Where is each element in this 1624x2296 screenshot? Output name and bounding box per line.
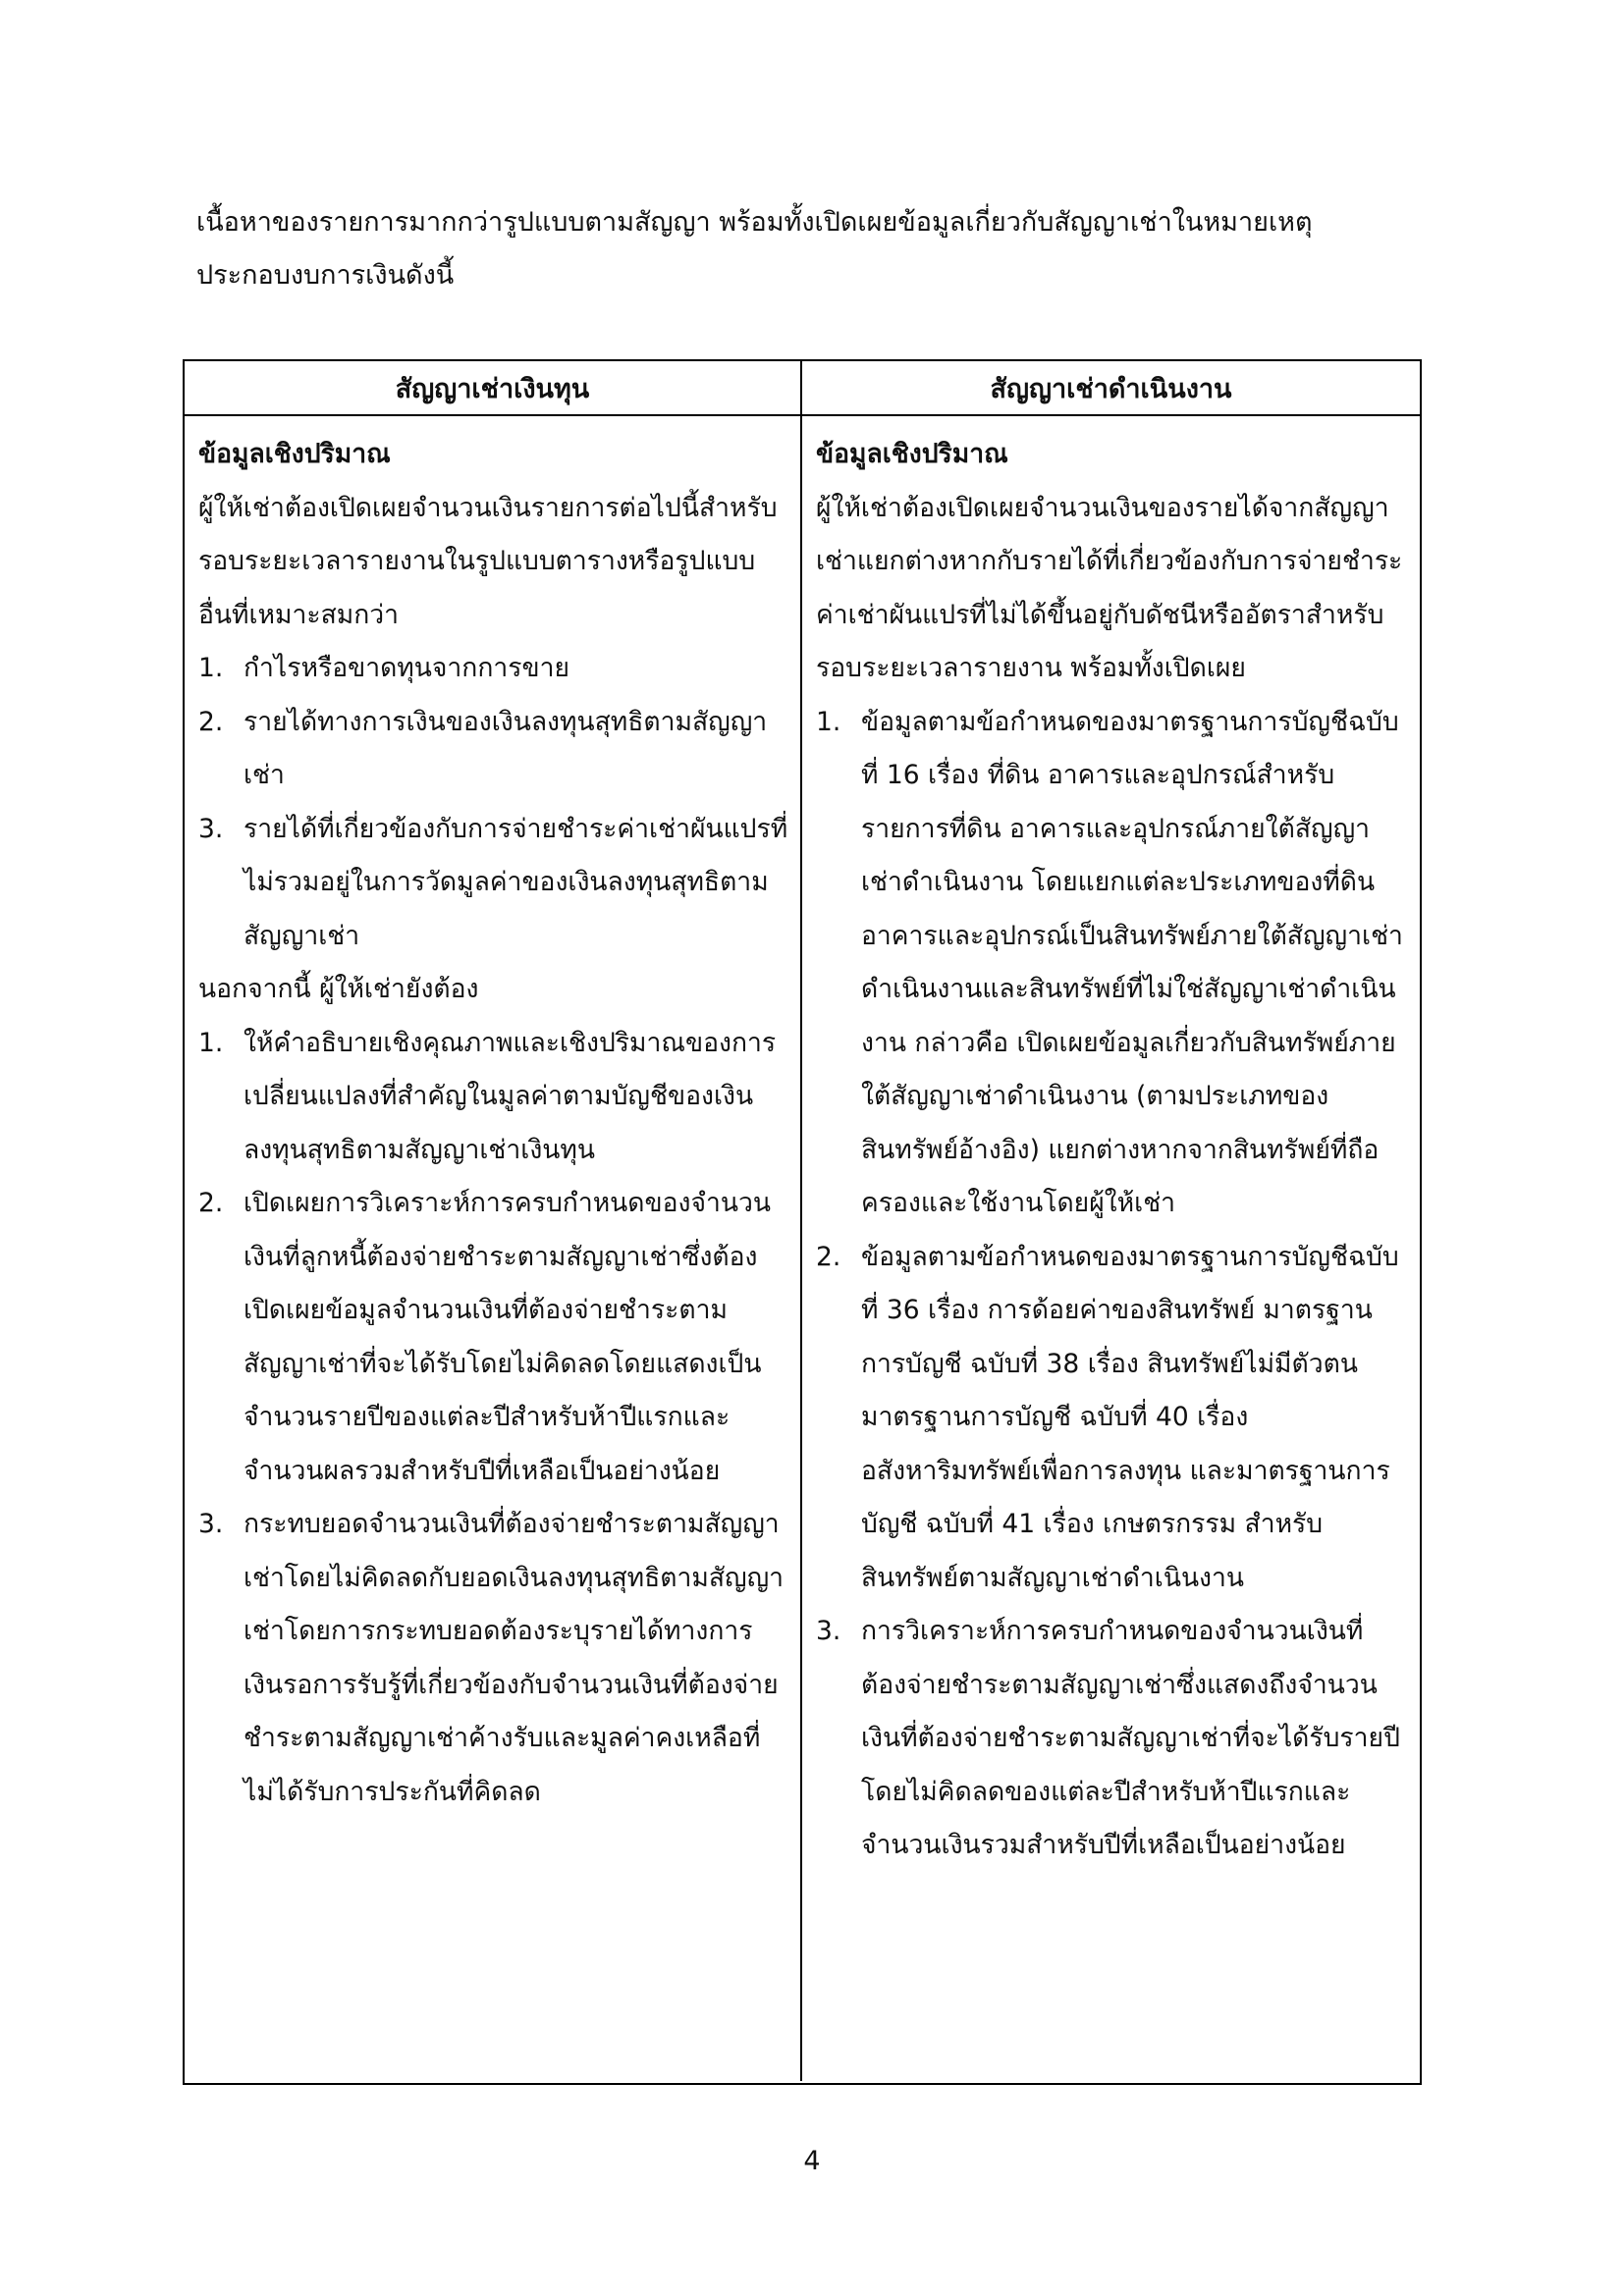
list-item-number: 2. (198, 1188, 224, 1218)
list-item (816, 1605, 1408, 1873)
list-item-text: กระทบยอดจำนวนเงินที่ต้องจ่ายชำระตามสัญญาเช่าโดยไม่คิดลดกับยอดเงินลงทุนสุทธิตามสัญญาเช่าโดยการกระทบยอดต้องระบุรายได้ทางการเงินรอการรับรู้ที่เกี่ยวข้องกับจำนวนเงินที่ต้องจ่ายชำระตามสัญญาเช่าค้างรับและมูลค่าคงเหลือที่ไม่ได้รับการประกันที่คิดลด (244, 1509, 785, 1807)
operating-disclosure-list (816, 696, 1408, 1873)
list-item-number: 1. (198, 1027, 224, 1058)
lease-comparison-table (183, 359, 1422, 2085)
header-finance-lease: สัญญาเช่าเงินทุน (185, 361, 802, 416)
list-item-number: 1. (816, 706, 841, 737)
operating-intro-paragraph: ผู้ให้เช่าต้องเปิดเผยจำนวนเงินของรายได้จากสัญญาเช่าแยกต่างหากกับรายได้ที่เกี่ยวข้องกับการจ่ายชำระค่าเช่าผันแปรที่ไม่ได้ขึ้นอยู่กับดัชนีหรืออัตราสำหรับรอบระยะเวลารายงาน พร้อมทั้งเปิดเผย (816, 492, 1403, 683)
finance-additional-list (198, 1017, 788, 1820)
list-item-number: 3. (198, 813, 224, 844)
list-item-number: 2. (198, 706, 224, 737)
list-item (816, 696, 1408, 1231)
intro-line-1: เนื้อหาของรายการมากกว่ารูปแบบตามสัญญา พร้อมทั้งเปิดเผยข้อมูลเกี่ยวกับสัญญาเช่าในหมายเหตุ (196, 207, 1313, 238)
list-item-text: กำไรหรือขาดทุนจากการขาย (244, 653, 570, 683)
list-item (198, 1017, 788, 1178)
operating-section-title: ข้อมูลเชิงปริมาณ (816, 439, 1008, 469)
page-number: 4 (803, 2146, 821, 2176)
list-item (198, 1177, 788, 1498)
list-item-text: รายได้ที่เกี่ยวข้องกับการจ่ายชำระค่าเช่าผันแปรที่ไม่รวมอยู่ในการวัดมูลค่าของเงินลงทุนสุทธิตามสัญญาเช่า (244, 813, 788, 951)
list-item (816, 1231, 1408, 1606)
list-item-text: การวิเคราะห์การครบกำหนดของจำนวนเงินที่ต้องจ่ายชำระตามสัญญาเช่าซึ่งแสดงถึงจำนวนเงินที่ต้องจ่ายชำระตามสัญญาเช่าที่จะได้รับรายปีโดยไม่คิดลดของแต่ละปีสำหรับห้าปีแรกและจำนวนเงินรวมสำหรับปีที่เหลือเป็นอย่างน้อย (861, 1616, 1400, 1860)
list-item-number: 2. (816, 1241, 841, 1272)
finance-lease-cell (185, 416, 802, 2081)
finance-section-title: ข้อมูลเชิงปริมาณ (198, 439, 391, 469)
list-item-text: ข้อมูลตามข้อกำหนดของมาตรฐานการบัญชีฉบับที่ 36 เรื่อง การด้อยค่าของสินทรัพย์ มาตรฐานการบัญชี ฉบับที่ 38 เรื่อง สินทรัพย์ไม่มีตัวตน มาตรฐานการบัญชี ฉบับที่ 40 เรื่อง อสังหาริมทรัพย์เพื่อการลงทุน และมาตรฐานการบัญชี ฉบับที่ 41 เรื่อง เกษตรกรรม สำหรับสินทรัพย์ตามสัญญาเช่าดำเนินงาน (861, 1241, 1399, 1593)
finance-additional-paragraph: นอกจากนี้ ผู้ให้เช่ายังต้อง (198, 974, 479, 1004)
list-item-text: รายได้ทางการเงินของเงินลงทุนสุทธิตามสัญญาเช่า (244, 706, 768, 790)
finance-intro-paragraph: ผู้ให้เช่าต้องเปิดเผยจำนวนเงินรายการต่อไปนี้สำหรับรอบระยะเวลารายงานในรูปแบบตารางหรือรูปแบบอื่นที่เหมาะสมกว่า (198, 492, 778, 630)
operating-lease-cell (802, 416, 1420, 2081)
list-item (198, 803, 788, 964)
list-item-text: ข้อมูลตามข้อกำหนดของมาตรฐานการบัญชีฉบับที่ 16 เรื่อง ที่ดิน อาคารและอุปกรณ์สำหรับรายการที่ดิน อาคารและอุปกรณ์ภายใต้สัญญาเช่าดำเนินงาน โดยแยกแต่ละประเภทของที่ดิน อาคารและอุปกรณ์เป็นสินทรัพย์ภายใต้สัญญาเช่าดำเนินงานและสินทรัพย์ที่ไม่ใช่สัญญาเช่าดำเนินงาน กล่าวคือ เปิดเผยข้อมูลเกี่ยวกับสินทรัพย์ภายใต้สัญญาเช่าดำเนินงาน (ตามประเภทของสินทรัพย์อ้างอิง) แยกต่างหากจากสินทรัพย์ที่ถือครองและใช้งานโดยผู้ให้เช่า (861, 706, 1403, 1218)
finance-disclosure-list (198, 642, 788, 963)
list-item (198, 696, 788, 803)
list-item-text: ให้คำอธิบายเชิงคุณภาพและเชิงปริมาณของการเปลี่ยนแปลงที่สำคัญในมูลค่าตามบัญชีของเงินลงทุนสุทธิตามสัญญาเช่าเงินทุน (244, 1027, 777, 1165)
header-operating-lease: สัญญาเช่าดำเนินงาน (802, 361, 1420, 416)
list-item-number: 3. (816, 1616, 841, 1646)
list-item-text: เปิดเผยการวิเคราะห์การครบกำหนดของจำนวนเงินที่ลูกหนี้ต้องจ่ายชำระตามสัญญาเช่าซึ่งต้องเปิดเผยข้อมูลจำนวนเงินที่ต้องจ่ายชำระตามสัญญาเช่าที่จะได้รับโดยไม่คิดลดโดยแสดงเป็นจำนวนรายปีของแต่ละปีสำหรับห้าปีแรกและจำนวนผลรวมสำหรับปีที่เหลือเป็นอย่างน้อย (244, 1188, 771, 1486)
list-item-number: 3. (198, 1509, 224, 1539)
intro-line-2: ประกอบงบการเงินดังนี้ (196, 260, 455, 291)
list-item-number: 1. (198, 653, 224, 683)
intro-paragraph (196, 196, 1434, 302)
list-item (198, 642, 788, 696)
list-item (198, 1498, 788, 1819)
